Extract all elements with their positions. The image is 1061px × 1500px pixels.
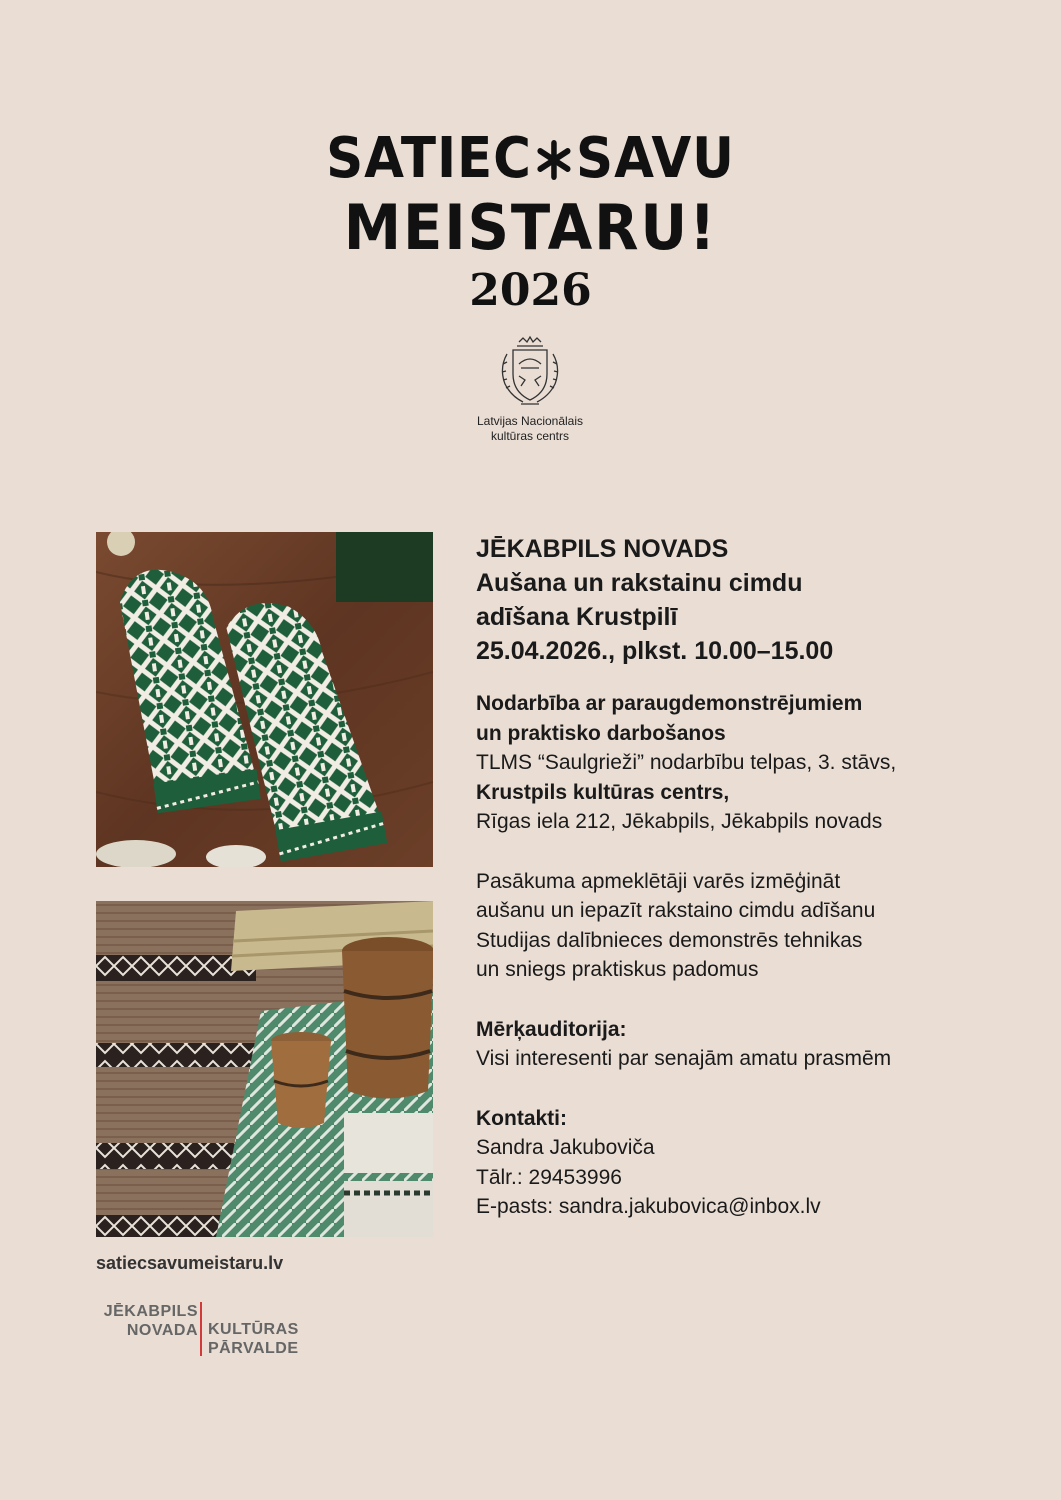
jk-logo-right-line-1: KULTŪRAS [208, 1321, 299, 1338]
jk-logo-right-line-2: PĀRVALDE [208, 1340, 299, 1357]
event-subtitle-line-1: Nodarbība ar paraugdemonstrējumiem [476, 692, 863, 715]
event-logo [0, 128, 1061, 319]
jk-logo-left [104, 1302, 198, 1340]
contact-email[interactable]: E-pasts: sandra.jakubovica@inbox.lv [476, 1195, 821, 1218]
audience-label: Mērķauditorija: [476, 1017, 627, 1041]
venue-line-3: Rīgas iela 212, Jēkabpils, Jēkabpils novads [476, 810, 883, 833]
latvia-coat-of-arms-icon [493, 334, 567, 408]
event-details [476, 532, 1036, 1222]
venue-line-1: TLMS “Saulgrieži” nodarbību telpas, 3. stāvs, [476, 751, 897, 774]
jekabpils-culture-logo [96, 1302, 326, 1362]
jk-logo-divider [200, 1302, 202, 1356]
description-line-4: un sniegs praktiskus padomus [476, 958, 759, 981]
weaving-photo [96, 901, 433, 1237]
description-line-3: Studijas dalībnieces demonstrēs tehnikas [476, 928, 863, 952]
event-title-line-2: adīšana Krustpilī [476, 603, 678, 631]
audience-value: Visi interesenti par senajām amatu prasmēm [476, 1047, 892, 1070]
logo-year: 2026 [469, 264, 592, 316]
description-line-1: Pasākuma apmeklētāji varēs izmēģināt [476, 869, 841, 893]
contact-name: Sandra Jakuboviča [476, 1136, 655, 1159]
logo-word-savu: SAVU [576, 126, 735, 191]
logo-line-1 [42, 128, 1018, 193]
logo-word-satiec: SATIEC [326, 126, 532, 191]
event-title-line-1: Aušana un rakstainu cimdu [476, 569, 803, 597]
description-line-2: aušanu un iepazīt rakstaino cimdu adīšanu [476, 899, 876, 922]
event-region: JĒKABPILS NOVADS [476, 535, 729, 563]
venue-line-2: Krustpils kultūras centrs, [476, 780, 730, 804]
lnkc-line-1: Latvijas Nacionālais [476, 414, 584, 428]
contacts-label: Kontakti: [476, 1106, 567, 1130]
event-subtitle-line-2: un praktisko darbošanos [476, 721, 726, 745]
asterisk-icon [536, 131, 573, 193]
lnkc-org-name [430, 414, 630, 444]
lnkc-line-2: kultūras centrs [490, 429, 570, 443]
logo-line-2: MEISTARU! [343, 190, 718, 264]
jk-logo-left-line-1: JĒKABPILS [103, 1303, 198, 1320]
mittens-photo [96, 532, 433, 867]
jk-logo-left-line-2: NOVADA [126, 1322, 198, 1339]
event-datetime: 25.04.2026., plkst. 10.00–15.00 [476, 637, 834, 665]
website-link[interactable]: satiecsavumeistaru.lv [96, 1253, 284, 1273]
contact-phone[interactable]: Tālr.: 29453996 [476, 1165, 622, 1189]
jk-logo-right [208, 1320, 299, 1358]
